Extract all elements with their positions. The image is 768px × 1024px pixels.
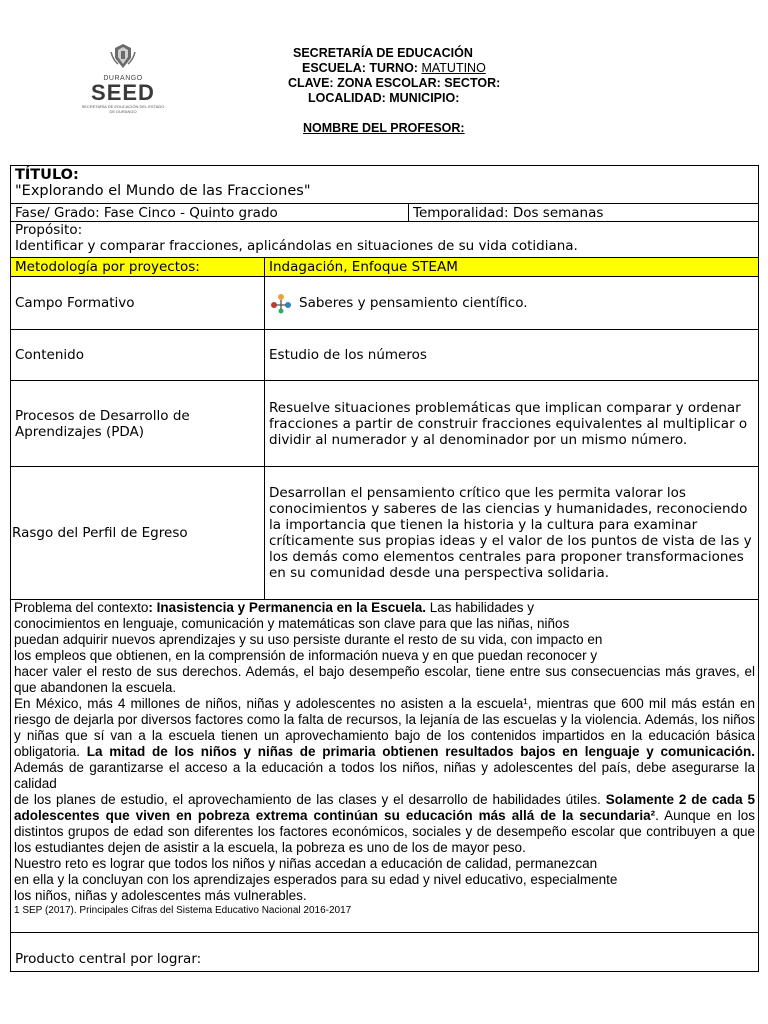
contexto-line-1 xyxy=(14,600,755,616)
contexto-p2-text: En México, más 4 millones de niños, niñas y adolescentes no asisten a la escuela¹, mientras que 600 mil más están en riesgo de dejarla por diversos factores como la falta de recursos, la lejanía de las escuelas y la violencia. Además, los niños y niñas que sí van a la escuela tienen un aprovechamiento bajo de los contenidos impartidos en la educación básica obligatoria. xyxy=(14,696,755,759)
contexto-line-2: conocimientos en lenguaje, comunicación y matemáticas son clave para que las niñas, niños xyxy=(14,616,570,631)
logo-seed-text: SEED xyxy=(91,80,155,105)
rasgo-label: Rasgo del Perfil de Egreso xyxy=(11,467,265,600)
seed-logo xyxy=(80,42,166,122)
metodologia-label: Metodología por proyectos: xyxy=(11,258,265,277)
titulo-cell xyxy=(11,166,759,204)
contexto-label: Problema del contexto xyxy=(14,600,149,615)
contexto-line-4: los empleos que obtienen, en la comprensión de información nueva y en que puedan reconocer y xyxy=(14,648,598,663)
contexto-cell xyxy=(11,600,759,933)
contenido-value: Estudio de los números xyxy=(265,330,759,381)
contexto-p2-end: Además de garantizarse el acceso a la educación a todos los niños, niñas y adolescentes del país, debe asegurarse la calidad xyxy=(14,760,755,791)
header-turno-value: MATUTINO xyxy=(421,61,486,75)
planning-table xyxy=(10,165,759,972)
logo-state-text: DURANGO xyxy=(103,75,143,82)
proposito-text: Identificar y comparar fracciones, aplicándolas en situaciones de su vida cotidiana. xyxy=(15,238,578,254)
header-profesor xyxy=(303,121,465,135)
rasgo-value: Desarrollan el pensamiento crítico que les permita valorar los conocimientos y saberes de las ciencias y humanidades, reconociendo la importancia que tienen la historia y la cultura para examinar críticamente sus propias ideas y el valor de los puntos de vista de las y los demás como elementos centrales para proponer transformaciones en su comunidad desde una perspectiva solidaria. xyxy=(265,467,759,600)
metodologia-value: Indagación, Enfoque STEAM xyxy=(265,258,759,277)
producto-cell: Producto central por lograr: xyxy=(11,933,759,972)
campo-label: Campo Formativo xyxy=(11,277,265,330)
titulo-text: "Explorando el Mundo de las Fracciones" xyxy=(15,183,311,199)
contenido-label: Contenido xyxy=(11,330,265,381)
contexto-line-reto-3: los niños, niñas y adolescentes más vulnerables. xyxy=(14,888,307,903)
contexto-line-reto-2: en ella y la concluyan con los aprendizajes esperados para su edad y nivel educativo, especialmente xyxy=(14,872,618,887)
header-profesor-label: NOMBRE DEL PROFESOR: xyxy=(303,121,465,135)
temporalidad-cell: Temporalidad: Dos semanas xyxy=(409,204,759,222)
pda-value: Resuelve situaciones problemáticas que implican comparar y ordenar fracciones a partir de construir fracciones equivalentes al multiplicar o dividir al numerador y al denominador por un mismo número. xyxy=(265,381,759,467)
campo-value: Saberes y pensamiento científico. xyxy=(299,295,528,311)
header-escuela xyxy=(302,61,486,75)
header-secretaria: SECRETARÍA DE EDUCACIÓN xyxy=(293,46,473,60)
titulo-label: TÍTULO: xyxy=(15,167,79,183)
contexto-paragraph-2 xyxy=(14,696,755,792)
campo-formativo-icon xyxy=(269,291,293,315)
contexto-paragraph-3 xyxy=(14,792,755,856)
contexto-line-3: puedan adquirir nuevos aprendizajes y su uso persiste durante el resto de su vida, con impacto en xyxy=(14,632,603,647)
header-escuela-label: ESCUELA: TURNO: xyxy=(302,61,422,75)
contexto-problema: : Inasistencia y Permanencia en la Escuela. xyxy=(148,600,426,615)
contexto-p3-text: de los planes de estudio, el aprovechamiento de las clases y el desarrollo de habilidades útiles. xyxy=(14,792,606,807)
campo-value-cell xyxy=(265,277,759,330)
header-localidad: LOCALIDAD: MUNICIPIO: xyxy=(308,91,460,105)
proposito-cell xyxy=(11,222,759,258)
contexto-p2-bold: La mitad de los niños y niñas de primaria obtienen resultados bajos en lenguaje y comunicación. xyxy=(86,744,755,759)
contexto-line-reto-1: Nuestro reto es lograr que todos los niños y niñas accedan a educación de calidad, permanezcan xyxy=(14,856,598,871)
contexto-line-5: hacer valer el resto de sus derechos. Además, el bajo desempeño escolar, tiene entre sus consecuencias más graves, el que abandonen la escuela. xyxy=(14,664,755,695)
contexto-p3-bold: Solamente 2 de cada 5 adolescentes que viven en pobreza extrema continúan su educación más allá de la secundaria² xyxy=(14,792,755,823)
pda-label: Procesos de Desarrollo de Aprendizajes (PDA) xyxy=(11,381,265,467)
header-clave: CLAVE: ZONA ESCOLAR: SECTOR: xyxy=(288,76,501,90)
contexto-footnote: 1 SEP (2017). Principales Cifras del Sistema Educativo Nacional 2016-2017 xyxy=(14,905,352,916)
coat-of-arms-icon xyxy=(108,42,138,70)
contexto-text-1: Las habilidades y xyxy=(425,600,535,615)
proposito-label: Propósito: xyxy=(15,222,83,238)
fase-cell: Fase/ Grado: Fase Cinco - Quinto grado xyxy=(11,204,409,222)
logo-subtitle: SECRETARÍA DE EDUCACIÓN DEL ESTADO DE DURANGO xyxy=(81,104,165,114)
contexto-p3-end: . Aunque en los distintos grupos de edad son diferentes los factores económicos, sociales y de desempeño escolar que contribuyen a que los estudiantes dejen de asistir a la escuela, la pobreza es uno de los de mayor peso. xyxy=(14,808,756,855)
